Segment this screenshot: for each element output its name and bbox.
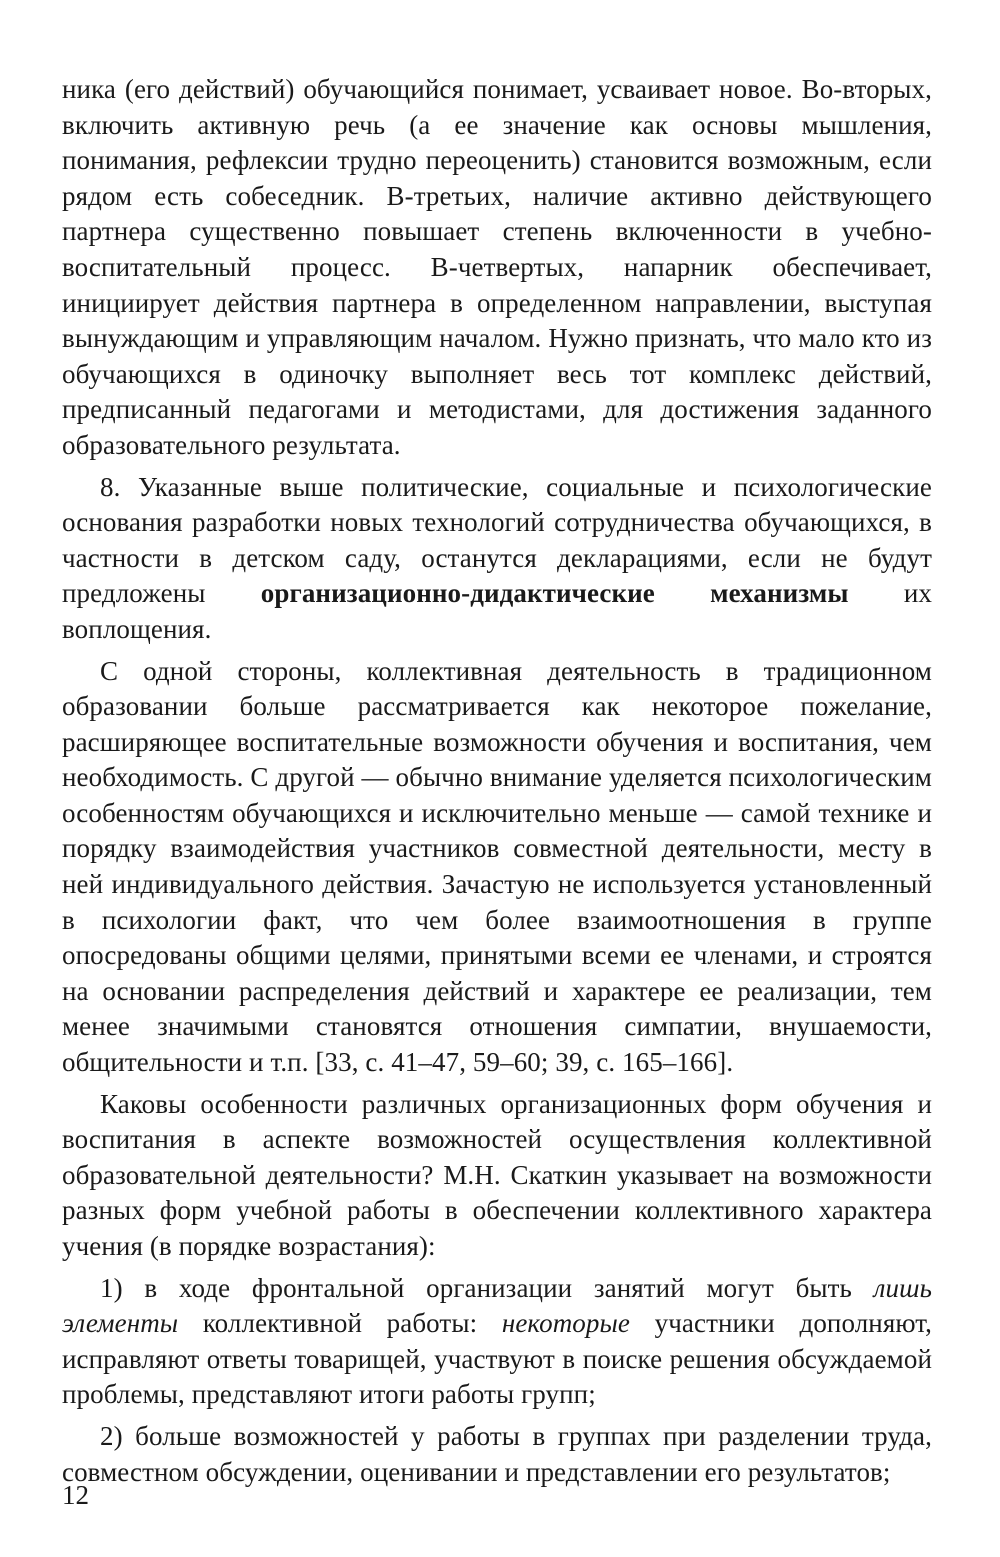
list-item-2: 2) больше возможностей у работы в группах при разделении труда, совместном обсуждении, оценивании и представлении его результатов; <box>62 1420 932 1487</box>
paragraph-8-text-end: их воплощения. <box>62 578 932 644</box>
list-item-1-italic-2: некоторые <box>501 1308 630 1339</box>
paragraph-8-bold-term: организационно-дидактические механизмы <box>260 578 849 609</box>
list-item-1-part-1: 1) в ходе фронтальной организации занятий могут быть <box>100 1272 874 1303</box>
page-number: 12 <box>62 1480 89 1510</box>
paragraph-question: Каковы особенности различных организационных форм обучения и воспитания в аспекте возможностей осуществления коллективной образовательной деятельности? М.Н. Скаткин указывает на возможности разных форм учебной работы в обеспечении коллективного характера учения (в порядке возрастания): <box>62 1088 932 1261</box>
paragraph-continued: ника (его действий) обучающийся понимает, усваивает новое. Во-вторых, включить активную речь (а ее значение как основы мышления, понимания, рефлексии трудно переоценить) становится возможным, если рядом есть собеседник. В-третьих, наличие активно действующего партнера существенно повышает степень включенности в учебно-воспитательный процесс. В-четвертых, напарник обеспечивает, инициирует действия партнера в определенном направлении, выступая вынуждающим и управляющим началом. Нужно признать, что мало кто из обучающихся в одиночку выполняет весь тот комплекс действий, предписанный педагогами и методистами, для достижения заданного образовательного результата. <box>62 74 932 460</box>
paragraph-8 <box>62 470 932 648</box>
list-item-1-part-3: участники дополняют, исправляют ответы товарищей, участвуют в поиске решения обсуждаемой проблемы, представляют итоги работы групп; <box>62 1308 932 1410</box>
paragraph-8-text-start: 8. Указанные выше политические, социальные и психологические основания разработки новых технологий сотрудничества обучающихся, в частности в детском саду, останутся декларациями, если не будут предложены <box>62 471 932 609</box>
paragraph-collective-activity: С одной стороны, коллективная деятельность в традиционном образовании больше рассматривается как некоторое пожелание, расширяющее воспитательные возможности обучения и воспитания, чем необходимость. С другой — обычно внимание уделяется психологическим особенностям обучающихся и исключительно меньше — самой технике и порядку взаимодействия участников совместной деятельности, месту в ней индивидуального действия. Зачастую не используется установленный в психологии факт, что чем более взаимоотношения в группе опосредованы общими целями, принятыми всеми ее членами, и строятся на основании распределения действий и характере ее реализации, тем менее значимыми становятся отношения симпатии, внушаемости, общительности и т.п. [33, с. 41–47, 59–60; 39, с. 165–166]. <box>62 655 932 1078</box>
list-item-1-italic-1: лишь элементы <box>62 1272 932 1339</box>
list-item-1-part-2: коллективной работы: <box>178 1308 502 1339</box>
list-item-1 <box>62 1271 932 1413</box>
page-body <box>62 72 932 1496</box>
